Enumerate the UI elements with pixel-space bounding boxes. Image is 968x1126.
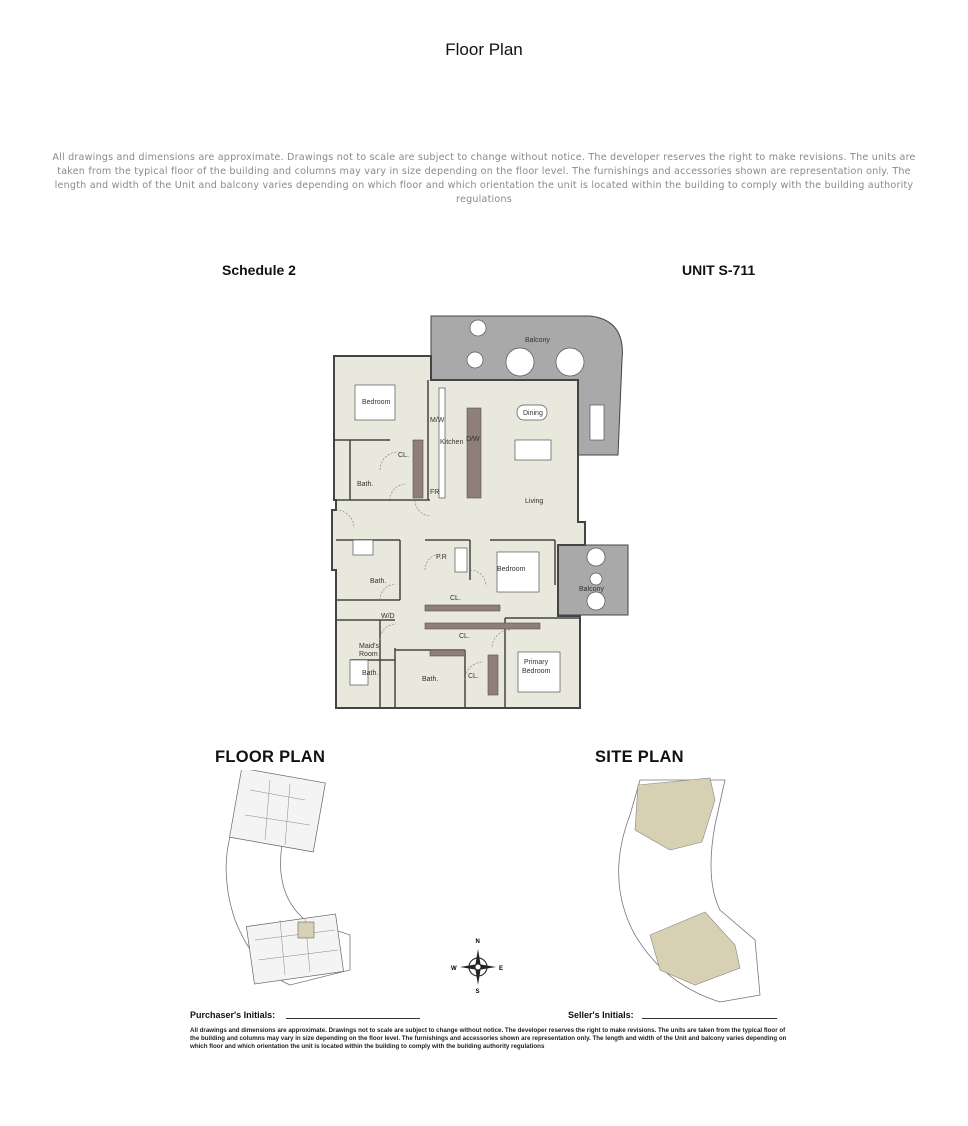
label-bedroom-left: Bedroom [362,399,391,406]
top-disclaimer: All drawings and dimensions are approximate. Drawings not to scale are subject to change without notice. The developer reserves the right to make revisions. The units are taken from the typical floor of the building and columns may vary in size depending on the floor level. The furnishings and accessories shown are representation only. The length and width of the Unit and balcony varies depending on which floor and which orientation the unit is located within the building to comply with the building authority regulations [52,152,916,205]
label-balcony-right: Balcony [579,586,604,593]
unit-highlight [298,922,314,938]
unit-floor-plan [320,300,650,715]
seller-initials-label: Seller's Initials: [568,1010,634,1020]
floor-plan-title: FLOOR PLAN [215,748,326,766]
site-building-north [635,778,715,850]
label-dining: Dining [523,410,543,417]
label-kitchen: Kitchen [440,439,464,446]
label-dw: D/W [466,436,480,443]
label-cl-1: CL. [398,452,409,459]
label-maids-room-1: Maid's [359,643,380,650]
bottom-disclaimer: All drawings and dimensions are approximate. Drawings not to scale are subject to change without notice. The developer reserves the right to make revisions. The units are taken from the typical floor of the building and columns may vary in size depending on the floor level. The furnishings and accessories shown are representation only. The length and width of the Unit and balcony varies depending on which floor and which orientation the unit is located within the building to comply with the building authority regulations [190,1027,787,1050]
page-title: Floor Plan [445,40,523,59]
purchaser-initials-line [286,1018,420,1019]
label-wd: W/D [381,613,395,620]
label-bath-1: Bath. [357,481,374,488]
unit-label: UNIT S-711 [682,262,756,278]
label-bath-4: Bath. [422,676,439,683]
schedule-label: Schedule 2 [222,262,296,278]
label-primary-bedroom-1: Primary [524,659,549,666]
label-bath-3: Bath. [362,670,379,677]
label-mw: M/W [430,417,445,424]
label-fr: FR [430,489,440,496]
label-cl-3: CL. [459,633,470,640]
label-living: Living [525,498,544,505]
label-cl-2: CL. [450,595,461,602]
compass-w: W [451,966,457,972]
site-plan [610,770,770,1010]
site-building-south [650,912,740,985]
seller-initials-line [642,1018,777,1019]
purchaser-initials-label: Purchaser's Initials: [190,1010,276,1020]
label-balcony-top: Balcony [525,337,550,344]
label-maids-room-2: Room [359,651,378,658]
key-floor-plan [210,770,360,1010]
site-plan-title: SITE PLAN [595,748,684,766]
label-cl-4: CL. [468,673,479,680]
label-bedroom-mid: Bedroom [497,566,526,573]
compass-e: E [499,966,504,972]
compass-rose [448,935,508,995]
compass-n: N [475,939,480,945]
compass-s: S [475,989,480,995]
label-primary-bedroom-2: Bedroom [522,668,551,675]
label-pr: P.R [436,554,447,561]
label-bath-2: Bath. [370,578,387,585]
